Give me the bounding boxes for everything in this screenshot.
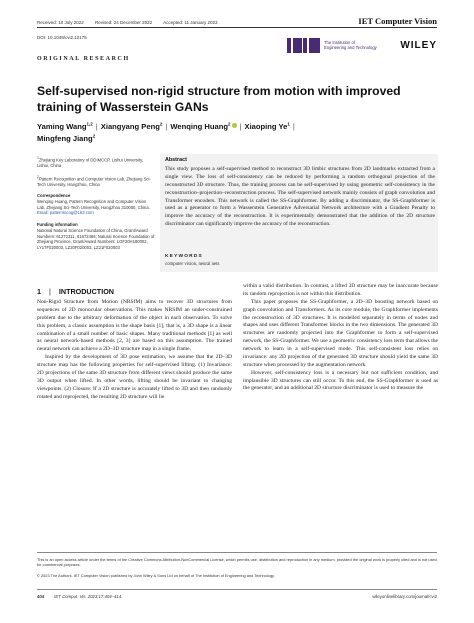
paragraph: within a valid distribution. In contrast, a lifted 3D structure may be inaccurate because its random reprojection is not within this distribution. [243,283,438,297]
affiliation: $^2$Pattern Recognition and Computer Vision Lab, Zhejiang Sci-Tech University, Hangzhou, China [37,174,151,187]
section-heading: 1 | INTRODUCTION [37,287,114,296]
funding-block [37,222,155,250]
keywords-heading: KEYWORDS [165,254,203,259]
author-name[interactable]: Mingfeng Jiang$^2$ [37,133,96,144]
keywords-text: computer vision, neural nets [165,262,220,267]
body-column-left [37,299,232,401]
correspondence-block [37,193,155,216]
affiliation: $^1$Zhejiang Key Laboratory of DDIMCCP, Lishui University, Lishui, China [37,156,144,169]
iet-logo-icon [287,38,321,53]
author-name[interactable]: Wenqing Huang$^2$ [170,122,236,131]
funding-label: Funding information [37,222,78,228]
abstract-text: This study proposes a self-supervised method to reconstruct 3D limbic structures from 2D landmarks extracted from a single view. The loss of self-consistency can be reduced by performing a random orthogonal projection of the reconstructed 3D structure. Thus, the training process can be self-supervised by using geometric self-consistency in the reconstruction–projection–reconstruction process. The self-supervised network mainly consists of graph convolution and Transformer encoders. This network is called the SS-Graphformer. By adding a discriminator, the SS-Graphformer is used as a generator to form a Wasserstein Generative Adversarial Network architecture with a Gradient Penalty to improve the accuracy of the reconstruction. It is experimentally demonstrated that the addition of the 2D structure discriminator can significantly improve the accuracy of the reconstruction. [165,166,435,228]
revised-date: Revised: 24 December 2022 [95,20,153,25]
journal-url[interactable]: wileyonlinelibrary.com/journal/cvi2 [372,594,437,599]
author-name[interactable]: Xiaoping Ye$^1$ [244,121,290,131]
paragraph: However, self-consistency loss is a necessary but not sufficient condition, and implausible 3D structures can still occur. To this end, the SS-Graphformer is used as the generator, and an additional 2D structure discriminator is used to measure the [243,369,438,392]
author-list: Yaming Wang$^{1,2}$ | Xiangyang Peng$^2$ | Wenqing Huang$^2$ | Xiaoping Ye$^1$ | Mingfeng Jiang$^2$ [37,121,295,144]
iet-logo-text: The Institution of Engineering and Technology [324,40,377,51]
received-date: Received: 10 July 2022 [37,20,84,25]
publisher-logos [287,37,437,59]
copyright-notice: © 2023 The Authors. IET Computer Vision published by John Wiley & Sons Ltd on behalf of The Institution of Engineering and Technology. [37,573,275,578]
correspondence-label: Correspondence [37,193,71,199]
doi-link[interactable]: DOI: 10.1049/cvi2.12175 [37,35,87,40]
body-column-right [243,283,438,393]
article-sidebar [37,156,155,257]
paragraph: This paper proposes the SS-Graphformer, a 2D–3D boosting network based on graph convolution and Transformers. As its core module, the Graphformer implements the reconstruction of 3D structures. It is modelled separately in terms of nodes and shapes and uses different Transformer blocks in the two dimensions. The generated 3D structures are randomly projected into the Graphformer to form a self-supervised network, the SS-Graphformer. We use a geometric consistency loss term that allows the network to learn in a self-supervised mode. This self-consistent loss relies on invariance: any 2D projection of the generated 3D structure should yield the same 3D structure when processed by the augmentation network. [243,298,438,368]
accepted-date: Accepted: 11 January 2023 [163,20,218,25]
correspondence-text: Wenqing Huang, Pattern Recognition and Computer Vision Lab, Zhejiang Sci-Tech University, Hangzhou 310000, China. [37,199,150,210]
page-footer-divider [37,589,437,590]
citation: IET Comput. Vis. 2023;17:404–414. [54,594,123,599]
paragraph: Non-Rigid Structure from Motion (NRSfM) aims to recover 3D structures from sequences of 2D monocular observations. This makes NRSfM an under-constrained problem due to the arbitrary deformation of the object in each observation. To solve this problem, a classic assumption is the shape basis [1], that is, a 3D shape is a linear combination of a small number of basic shapes. Many traditional methods [1] as well as neural network-based methods [2, 3] are based on this assumption. The trained neural network can achieve a 2D–3D structure map in a single frame. [37,299,232,353]
correspondence-email[interactable]: Email: patternrecog@163.com [37,210,94,216]
author-name[interactable]: Xiangyang Peng$^2$ [100,121,163,131]
paper-title: Self-supervised non-rigid structure from motion with improved training of Wasserstein GANs [37,84,401,114]
paragraph: Inspired by the development of 3D pose estimation, we assume that the 2D–3D structure map has the following properties for self-supervised lifting. (1) Invariance: 2D projections of the same 3D structure from different views should produce the same 3D output when lifted. In other words, lifting should be invariant to changing viewpoints. (2) Closure: If a 2D structure is accurately lifted to 3D and then randomly rotated and reprojected, the resulting 2D structure will lie [37,354,232,400]
page-footer [37,594,437,599]
abstract-heading: Abstract [165,157,187,163]
funding-text: National Natural Science Foundation of China, Grant/Award Numbers: 61272311, 61672466; Natural Science Foundation of Zhejiang Province, Grant/Award Numbers: LGF20H180002, LY17F020003, LZ20F020003, LZ21F020003 [37,227,155,250]
license-notice: This is an open access article under the terms of the Creative Commons Attribution-NonCommercial License, which permits use, distribution and reproduction in any medium, provided the original work is properly cited and is not used for commercial purposes. [37,557,437,568]
page-number: 404 [37,594,45,599]
wiley-logo: WILEY [400,40,437,51]
header-divider [37,27,437,28]
article-dates [37,20,337,25]
article-type-label: ORIGINAL RESEARCH [37,56,130,62]
orcid-icon[interactable] [232,123,237,128]
author-name[interactable]: Yaming Wang$^{1,2}$ [37,121,93,131]
journal-name[interactable]: IET Computer Vision [358,16,437,26]
footer-divider [37,552,437,553]
